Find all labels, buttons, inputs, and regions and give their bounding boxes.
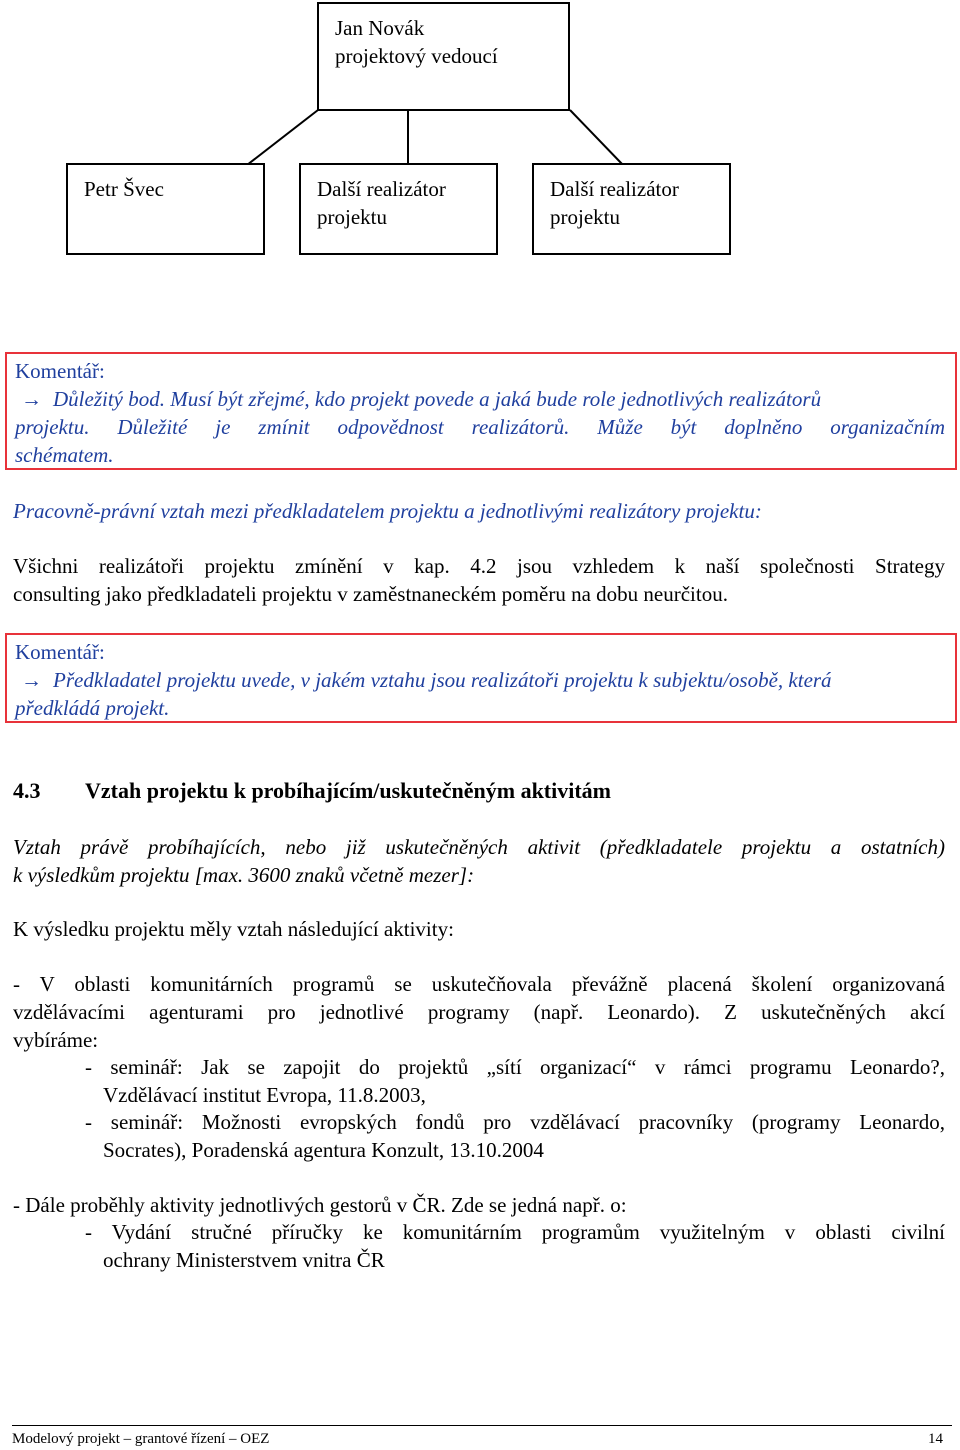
list-item-continuation: Vzdělávací institut Evropa, 11.8.2003, — [103, 1083, 426, 1107]
org-box-member-2 — [299, 163, 498, 255]
org-box-line2: projektu — [550, 205, 620, 229]
org-box-name: Petr Švec — [84, 177, 164, 201]
paragraph-line: - V oblasti komunitárních programů se uskutečňovala převážně placená školení organizovaná — [13, 972, 945, 996]
comment-box-2 — [5, 633, 957, 723]
org-box-role: projektový vedoucí — [335, 44, 498, 68]
org-box-line1: Další realizátor — [317, 177, 446, 201]
footer-divider — [12, 1425, 952, 1426]
org-box-project-lead — [317, 2, 570, 111]
page-number: 14 — [928, 1431, 943, 1447]
paragraph-line: - Dále proběhly aktivity jednotlivých gestorů v ČR. Zde se jedná např. o: — [13, 1193, 627, 1217]
list-item-continuation: ochrany Ministerstvem vnitra ČR — [103, 1248, 385, 1272]
section-number: 4.3 — [13, 778, 41, 803]
comment-line: předkládá projekt. — [15, 696, 170, 720]
arrow-right-icon: → — [21, 668, 42, 692]
comment-line: projektu. Důležité je zmínit odpovědnost realizátorů. Může být doplněno organizačním — [15, 415, 945, 439]
connector-left — [247, 110, 318, 165]
footer-text: Modelový projekt – grantové řízení – OEZ — [12, 1431, 270, 1447]
comment-line: schématem. — [15, 443, 114, 467]
comment-box-1 — [5, 352, 957, 470]
org-box-member-3 — [532, 163, 731, 255]
relation-text-line: Všichni realizátoři projektu zmínění v kap. 4.2 jsou vzhledem k naší společnosti Strategy — [13, 554, 945, 578]
paragraph-line: vzdělávacími agenturami pro jednotlivé programy (např. Leonardo). Z uskutečněných akcí — [13, 1000, 945, 1024]
comment-label: Komentář: — [15, 640, 105, 664]
intro-italic-line: k výsledkům projektu [max. 3600 znaků včetně mezer]: — [13, 863, 475, 887]
comment-line: Předkladatel projektu uvede, v jakém vztahu jsou realizátoři projektu k subjektu/osobě, která — [53, 668, 832, 692]
result-intro: K výsledku projektu měly vztah následující aktivity: — [13, 917, 454, 941]
paragraph-line: vybíráme: — [13, 1028, 99, 1052]
connector-right — [570, 110, 623, 165]
arrow-right-icon: → — [21, 387, 42, 411]
org-box-member-1 — [66, 163, 265, 255]
org-box-line1: Další realizátor — [550, 177, 679, 201]
comment-label: Komentář: — [15, 359, 105, 383]
list-item: - Vydání stručné příručky ke komunitárním programům využitelným v oblasti civilní — [85, 1220, 945, 1244]
relation-heading: Pracovně-právní vztah mezi předkladatelem projektu a jednotlivými realizátory projektu: — [13, 499, 762, 523]
comment-line: Důležitý bod. Musí být zřejmé, kdo projekt povede a jaká bude role jednotlivých realizátorů — [53, 387, 822, 411]
section-title: Vztah projektu k probíhajícím/uskutečněným aktivitám — [85, 778, 612, 803]
org-box-line2: projektu — [317, 205, 387, 229]
relation-text-line: consulting jako předkladateli projektu v zaměstnaneckém poměru na dobu neurčitou. — [13, 582, 728, 606]
list-item-continuation: Socrates), Poradenská agentura Konzult, 13.10.2004 — [103, 1138, 544, 1162]
list-item: - seminář: Možnosti evropských fondů pro vzdělávací pracovníky (programy Leonardo, — [85, 1110, 945, 1134]
intro-italic-line: Vztah právě probíhajících, nebo již uskutečněných aktivit (předkladatele projektu a ostatních) — [13, 835, 945, 859]
org-box-name: Jan Novák — [335, 16, 425, 40]
list-item: - seminář: Jak se zapojit do projektů „sítí organizací“ v rámci programu Leonardo?, — [85, 1055, 945, 1079]
